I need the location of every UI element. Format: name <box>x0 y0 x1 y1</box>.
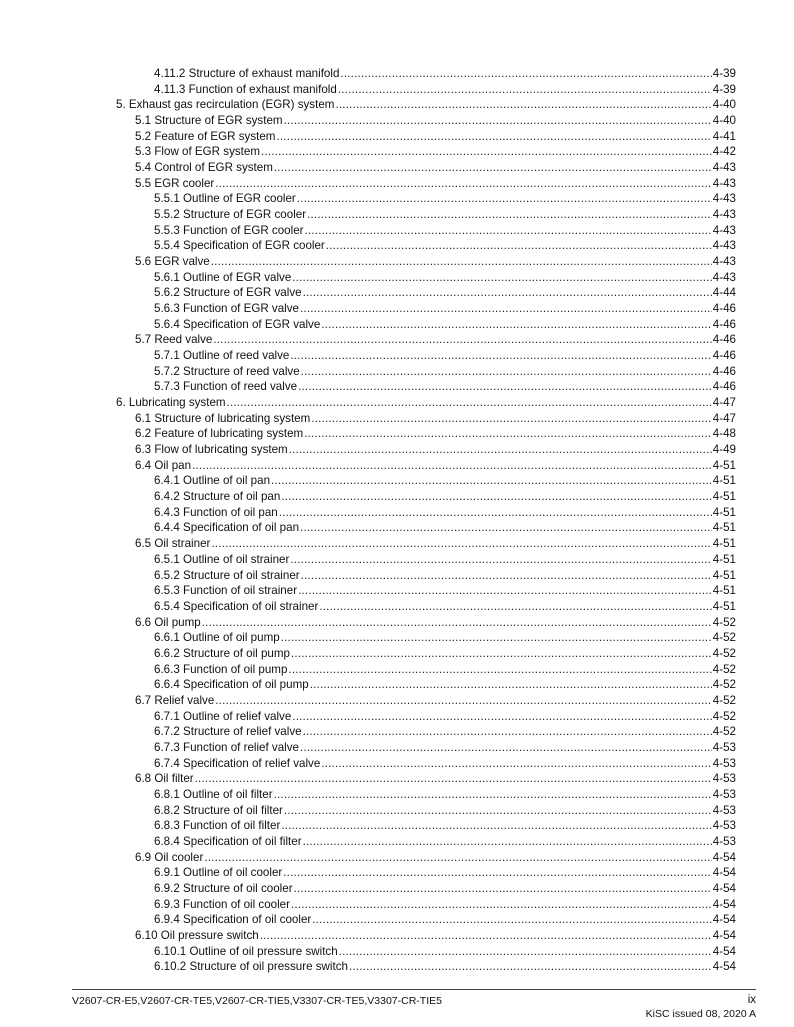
toc-entry[interactable] <box>116 207 736 223</box>
dot-leader <box>326 238 712 254</box>
toc-entry-title: 6.5.2 Structure of oil strainer <box>154 568 300 582</box>
toc-entry-title: 5.6.3 Function of EGR valve <box>154 302 299 316</box>
toc-entry[interactable] <box>116 254 736 270</box>
dot-leader <box>211 536 711 552</box>
dot-leader <box>281 489 711 505</box>
dot-leader <box>281 630 712 646</box>
footer-divider <box>72 989 756 990</box>
toc-entry-title: 6.7.4 Specification of relief valve <box>154 756 321 770</box>
toc-entry-title: 6.10.2 Structure of oil pressure switch <box>154 960 348 974</box>
toc-entry[interactable] <box>116 897 736 913</box>
toc-entry-page: 4-40 <box>712 114 736 128</box>
dot-leader <box>297 191 712 207</box>
toc-entry-page: 4-46 <box>712 317 736 331</box>
toc-entry-title: 5.5.4 Specification of EGR cooler <box>154 239 325 253</box>
dot-leader <box>211 254 712 270</box>
dot-leader <box>215 693 712 709</box>
toc-entry-title: 6.9.4 Specification of oil cooler <box>154 913 312 927</box>
dot-leader <box>288 662 711 678</box>
toc-entry-page: 4-51 <box>712 599 736 613</box>
toc-entry[interactable] <box>116 568 736 584</box>
toc-entry-page: 4-54 <box>712 866 736 880</box>
toc-entry-page: 4-46 <box>712 302 736 316</box>
dot-leader <box>301 568 712 584</box>
toc-entry-title: 5.4 Control of EGR system <box>135 161 273 175</box>
toc-entry-page: 4-54 <box>712 897 736 911</box>
toc-entry-page: 4-51 <box>712 474 736 488</box>
toc-entry-title: 6.8.2 Structure of oil filter <box>154 803 283 817</box>
toc-entry-page: 4-54 <box>712 913 736 927</box>
dot-leader <box>291 897 712 913</box>
toc-entry-page: 4-53 <box>712 740 736 754</box>
toc-entry-page: 4-51 <box>712 568 736 582</box>
toc-entry[interactable] <box>116 630 736 646</box>
toc-entry-page: 4-46 <box>712 349 736 363</box>
dot-leader <box>271 473 712 489</box>
toc-entry-title: 6.4.3 Function of oil pan <box>154 505 278 519</box>
toc-entry[interactable] <box>116 348 736 364</box>
toc-entry-title: 6.1 Structure of lubricating system <box>135 411 311 425</box>
dot-leader <box>294 881 712 897</box>
toc-entry-page: 4-52 <box>712 646 736 660</box>
toc-entry-page: 4-51 <box>712 584 736 598</box>
toc-entry-title: 6.9 Oil cooler <box>135 850 204 864</box>
toc-entry-page: 4-54 <box>712 928 736 942</box>
toc-entry-title: 5.7.1 Outline of reed valve <box>154 349 290 363</box>
dot-leader <box>274 787 712 803</box>
toc-entry-page: 4-53 <box>712 772 736 786</box>
toc-entry-title: 6.7.2 Structure of relief valve <box>154 725 302 739</box>
toc-entry[interactable] <box>116 364 736 380</box>
toc-entry-title: 5.6.2 Structure of EGR valve <box>154 286 302 300</box>
toc-entry[interactable] <box>116 129 736 145</box>
toc-entry-title: 5.3 Flow of EGR system <box>135 145 260 159</box>
dot-leader <box>321 317 712 333</box>
toc-entry[interactable] <box>116 599 736 615</box>
toc-entry-title: 4.11.2 Structure of exhaust manifold <box>154 67 340 80</box>
toc-entry-page: 4-52 <box>712 709 736 723</box>
toc-entry-page: 4-46 <box>712 333 736 347</box>
toc-entry[interactable] <box>116 505 736 521</box>
toc-entry-title: 6.7.3 Function of relief valve <box>154 740 300 754</box>
toc-entry-page: 4-40 <box>712 98 736 112</box>
toc-entry-title: 4.11.3 Function of exhaust manifold <box>154 82 337 96</box>
toc-entry-title: 6.9.2 Structure of oil cooler <box>154 881 293 895</box>
dot-leader <box>321 756 712 772</box>
toc-entry-title: 5.6 EGR valve <box>135 255 210 269</box>
dot-leader <box>279 505 712 521</box>
toc-entry[interactable] <box>116 787 736 803</box>
toc-entry-page: 4-48 <box>712 427 736 441</box>
toc-entry-page: 4-43 <box>712 192 736 206</box>
toc-entry-title: 6.5.4 Specification of oil strainer <box>154 599 319 613</box>
toc-entry-title: 5.5.3 Function of EGR cooler <box>154 223 304 237</box>
dot-leader <box>304 426 712 442</box>
toc-entry[interactable] <box>116 583 736 599</box>
toc-entry-page: 4-52 <box>712 662 736 676</box>
toc-entry-title: 5.7.2 Structure of reed valve <box>154 364 300 378</box>
toc-entry[interactable] <box>116 912 736 928</box>
issue-note: KiSC issued 08, 2020 A <box>645 1008 756 1020</box>
toc-entry[interactable] <box>116 317 736 333</box>
toc-entry-title: 5.5 EGR cooler <box>135 176 215 190</box>
dot-leader <box>291 646 712 662</box>
toc-entry[interactable] <box>116 771 736 787</box>
toc-entry[interactable] <box>116 191 736 207</box>
toc-entry-page: 4-51 <box>712 521 736 535</box>
dot-leader <box>303 724 712 740</box>
toc-entry-page: 4-53 <box>712 756 736 770</box>
toc-entry-page: 4-43 <box>712 223 736 237</box>
toc-entry-page: 4-51 <box>712 537 736 551</box>
dot-leader <box>303 834 712 850</box>
toc-entry-page: 4-43 <box>712 270 736 284</box>
toc-entry-page: 4-52 <box>712 693 736 707</box>
toc-entry-page: 4-53 <box>712 819 736 833</box>
toc-entry[interactable] <box>116 834 736 850</box>
dot-leader <box>301 364 712 380</box>
toc-entry-page: 4-54 <box>712 850 736 864</box>
toc-entry-page: 4-41 <box>712 129 736 143</box>
dot-leader <box>305 223 712 239</box>
dot-leader <box>292 709 712 725</box>
toc-entry[interactable] <box>116 818 736 834</box>
toc-entry-title: 6.2 Feature of lubricating system <box>135 427 304 441</box>
toc-entry-title: 6.3 Flow of lubricating system <box>135 443 288 457</box>
toc-entry-title: 6.4.4 Specification of oil pan <box>154 521 300 535</box>
toc-entry-title: 6.6 Oil pump <box>135 615 201 629</box>
dot-leader <box>349 959 712 975</box>
toc-entry-title: 6.10 Oil pressure switch <box>135 928 259 942</box>
dot-leader <box>284 113 712 129</box>
toc-entry[interactable] <box>116 270 736 286</box>
toc-entry[interactable] <box>116 709 736 725</box>
toc-entry-page: 4-46 <box>712 380 736 394</box>
dot-leader <box>202 615 712 631</box>
toc-entry[interactable] <box>116 865 736 881</box>
toc-entry[interactable] <box>116 959 736 975</box>
toc-entry[interactable] <box>116 144 736 160</box>
footer-models: V2607-CR-E5,V2607-CR-TE5,V2607-CR-TIE5,V3307-CR-TE5,V3307-CR-TIE5 <box>72 995 442 1007</box>
toc-entry-title: 6.10.1 Outline of oil pressure switch <box>154 944 338 958</box>
dot-leader <box>281 818 711 834</box>
toc-entry-title: 6.4.1 Outline of oil pan <box>154 474 271 488</box>
toc-entry-page: 4-52 <box>712 615 736 629</box>
toc-entry-page: 4-54 <box>712 944 736 958</box>
toc-entry[interactable] <box>116 536 736 552</box>
toc-entry-page: 4-52 <box>712 631 736 645</box>
toc-entry[interactable] <box>116 113 736 129</box>
toc-entry-page: 4-43 <box>712 176 736 190</box>
dot-leader <box>195 771 712 787</box>
toc-entry-title: 5.7.3 Function of reed valve <box>154 380 298 394</box>
toc-entry-title: 5.2 Feature of EGR system <box>135 129 276 143</box>
toc-entry[interactable] <box>116 332 736 348</box>
toc-entry[interactable] <box>116 662 736 678</box>
dot-leader <box>338 82 712 98</box>
toc-entry-title: 6.7.1 Outline of relief valve <box>154 709 292 723</box>
dot-leader <box>340 66 711 82</box>
toc-entry-page: 4-54 <box>712 960 736 974</box>
toc-entry[interactable] <box>116 411 736 427</box>
toc-entry[interactable] <box>116 82 736 98</box>
toc-entry[interactable] <box>116 442 736 458</box>
toc-entry-title: 6.6.4 Specification of oil pump <box>154 678 309 692</box>
toc-entry-title: 6.8 Oil filter <box>135 772 194 786</box>
toc-entry-page: 4-53 <box>712 787 736 801</box>
toc-entry-title: 6.8.3 Function of oil filter <box>154 819 281 833</box>
toc-entry-page: 4-47 <box>712 411 736 425</box>
toc-entry-page: 4-51 <box>712 505 736 519</box>
toc-entry[interactable] <box>116 724 736 740</box>
toc-entry-page: 4-52 <box>712 725 736 739</box>
toc-entry-page: 4-46 <box>712 364 736 378</box>
toc-entry[interactable] <box>116 301 736 317</box>
toc-entry-page: 4-51 <box>712 458 736 472</box>
toc-entry-title: 6.4 Oil pan <box>135 458 192 472</box>
dot-leader <box>310 677 712 693</box>
toc-entry-title: 6.8.1 Outline of oil filter <box>154 787 273 801</box>
dot-leader <box>204 850 711 866</box>
toc-entry[interactable] <box>116 646 736 662</box>
dot-leader <box>213 332 711 348</box>
toc-entry-page: 4-39 <box>712 82 736 96</box>
dot-leader <box>307 207 712 223</box>
toc-entry[interactable] <box>116 740 736 756</box>
dot-leader <box>298 583 712 599</box>
dot-leader <box>303 285 712 301</box>
toc-entry[interactable] <box>116 285 736 301</box>
toc-entry-page: 4-43 <box>712 255 736 269</box>
toc-entry[interactable] <box>116 552 736 568</box>
toc-entry-page: 4-51 <box>712 552 736 566</box>
toc-entry-title: 6.7 Relief valve <box>135 693 215 707</box>
dot-leader <box>311 411 712 427</box>
dot-leader <box>300 301 712 317</box>
toc-entry-title: 5.5.2 Structure of EGR cooler <box>154 208 307 222</box>
dot-leader <box>215 176 712 192</box>
toc-entry-title: 6.9.3 Function of oil cooler <box>154 897 290 911</box>
toc-entry-page: 4-44 <box>712 286 736 300</box>
toc-entry-page: 4-43 <box>712 208 736 222</box>
toc-entry[interactable] <box>116 677 736 693</box>
toc-entry[interactable] <box>116 238 736 254</box>
dot-leader <box>339 944 712 960</box>
toc-entry-page: 4-51 <box>712 490 736 504</box>
dot-leader <box>300 520 712 536</box>
dot-leader <box>312 912 712 928</box>
toc-entry-title: 5.1 Structure of EGR system <box>135 114 283 128</box>
dot-leader <box>300 740 712 756</box>
toc-entry-title: 6.5 Oil strainer <box>135 537 211 551</box>
toc-entry[interactable] <box>116 850 736 866</box>
dot-leader <box>261 144 712 160</box>
toc-entry[interactable] <box>116 944 736 960</box>
toc-entry-page: 4-43 <box>712 161 736 175</box>
toc-entry-page: 4-39 <box>712 67 736 80</box>
toc-entry[interactable] <box>116 756 736 772</box>
dot-leader <box>283 865 712 881</box>
toc-entry[interactable] <box>116 520 736 536</box>
toc-entry-page: 4-47 <box>712 396 736 410</box>
table-of-contents <box>116 66 736 975</box>
toc-entry-title: 6.4.2 Structure of oil pan <box>154 490 281 504</box>
toc-entry[interactable] <box>116 928 736 944</box>
toc-entry-title: 6.6.2 Structure of oil pump <box>154 646 290 660</box>
toc-entry[interactable] <box>116 803 736 819</box>
dot-leader <box>227 395 712 411</box>
toc-entry-title: 6.9.1 Outline of oil cooler <box>154 866 283 880</box>
toc-entry[interactable] <box>116 693 736 709</box>
toc-entry[interactable] <box>116 881 736 897</box>
toc-entry-title: 6.6.1 Outline of oil pump <box>154 631 280 645</box>
toc-entry[interactable] <box>116 395 736 411</box>
toc-entry-title: 6.8.4 Specification of oil filter <box>154 834 302 848</box>
toc-entry[interactable] <box>116 473 736 489</box>
toc-entry-page: 4-52 <box>712 678 736 692</box>
toc-entry-title: 5.7 Reed valve <box>135 333 213 347</box>
toc-entry-page: 4-53 <box>712 834 736 848</box>
toc-entry-page: 4-42 <box>712 145 736 159</box>
dot-leader <box>290 552 711 568</box>
dot-leader <box>289 442 712 458</box>
dot-leader <box>319 599 711 615</box>
dot-leader <box>260 928 712 944</box>
dot-leader <box>284 803 712 819</box>
toc-entry[interactable] <box>116 458 736 474</box>
toc-entry-title: 6.5.1 Outline of oil strainer <box>154 552 290 566</box>
toc-entry[interactable] <box>116 615 736 631</box>
toc-entry-title: 6.6.3 Function of oil pump <box>154 662 288 676</box>
toc-entry-page: 4-43 <box>712 239 736 253</box>
page-number: ix <box>747 994 756 1006</box>
toc-entry-page: 4-54 <box>712 881 736 895</box>
toc-entry[interactable] <box>116 426 736 442</box>
dot-leader <box>335 97 711 113</box>
toc-entry-title: 5.6.1 Outline of EGR valve <box>154 270 292 284</box>
toc-entry[interactable] <box>116 97 736 113</box>
toc-entry[interactable] <box>116 176 736 192</box>
dot-leader <box>298 379 712 395</box>
toc-entry-title: 5.6.4 Specification of EGR valve <box>154 317 321 331</box>
toc-entry-title: 5. Exhaust gas recirculation (EGR) system <box>116 98 335 112</box>
dot-leader <box>192 458 712 474</box>
toc-entry-title: 5.5.1 Outline of EGR cooler <box>154 192 296 206</box>
toc-entry[interactable] <box>116 379 736 395</box>
footer-right-block <box>646 993 756 1021</box>
dot-leader <box>276 129 711 145</box>
dot-leader <box>274 160 712 176</box>
toc-entry-page: 4-49 <box>712 443 736 457</box>
dot-leader <box>292 270 712 286</box>
toc-entry[interactable] <box>116 66 736 82</box>
toc-entry-title: 6. Lubricating system <box>116 396 226 410</box>
toc-entry[interactable] <box>116 489 736 505</box>
toc-entry[interactable] <box>116 160 736 176</box>
toc-entry-page: 4-53 <box>712 803 736 817</box>
dot-leader <box>290 348 711 364</box>
toc-entry-title: 6.5.3 Function of oil strainer <box>154 584 298 598</box>
toc-entry[interactable] <box>116 223 736 239</box>
